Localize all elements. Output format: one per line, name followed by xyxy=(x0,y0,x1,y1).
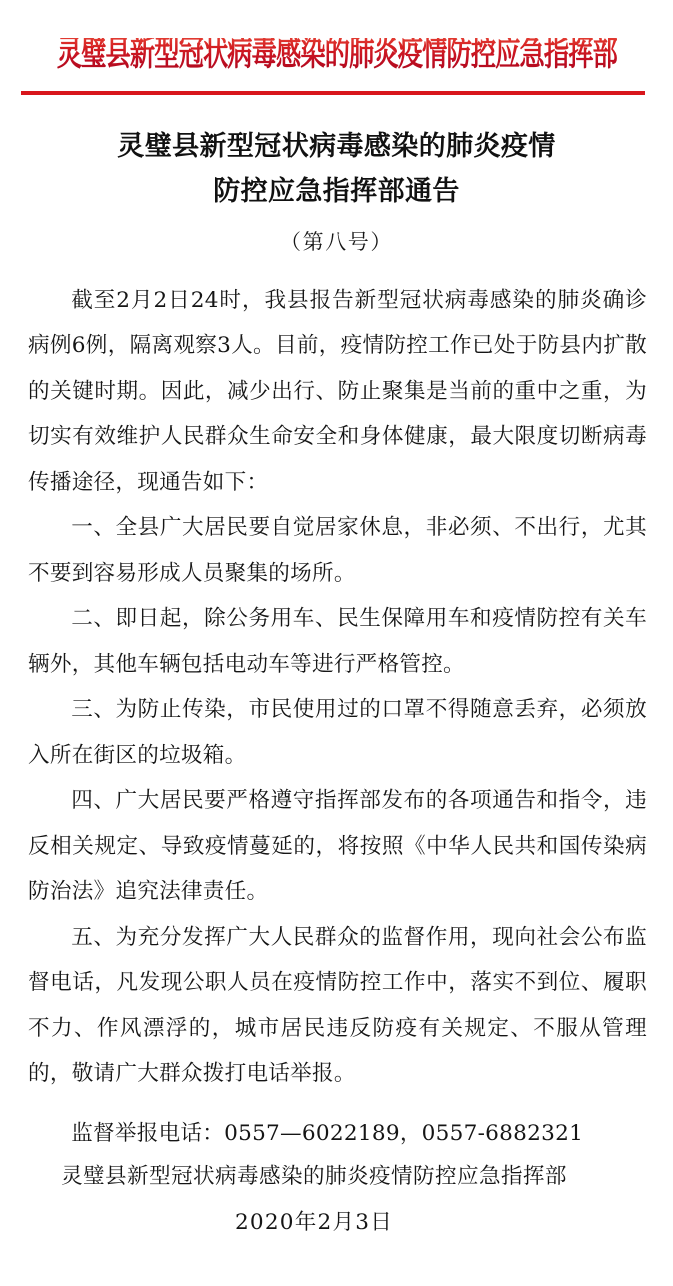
paragraph-item-4: 四、广大居民要严格遵守指挥部发布的各项通告和指令，违反相关规定、导致疫情蔓延的，将按照《中华人民共和国传染病防治法》追究法律责任。 xyxy=(28,788,647,904)
issue-date: 2020年2月3日 xyxy=(234,1210,393,1235)
issuing-organization: 灵璧县新型冠状病毒感染的肺炎疫情防控应急指挥部 xyxy=(61,1164,567,1189)
masthead-banner xyxy=(0,0,673,75)
paragraph-item-3: 三、为防止传染，市民使用过的口罩不得随意丢弃，必须放入所在街区的垃圾箱。 xyxy=(28,697,647,768)
paragraph-item-2: 二、即日起，除公务用车、民生保障用车和疫情防控有关车辆外，其他车辆包括电动车等进行严格管控。 xyxy=(28,606,647,677)
page-title-line-2: 防控应急指挥部通告 xyxy=(213,175,460,207)
page-title-line-1: 灵璧县新型冠状病毒感染的肺炎疫情 xyxy=(117,130,556,162)
report-hotline-text: 监督举报电话：0557—6022189，0557-6882321 xyxy=(71,1120,584,1146)
paragraph-item-1: 一、全县广大居民要自觉居家休息，非必须、不出行，尤其不要到容易形成人员聚集的场所。 xyxy=(28,515,647,586)
paragraph-item-5: 五、为充分发挥广大人民群众的监督作用，现向社会公布监督电话，凡发现公职人员在疫情防控工作中，落实不到位、履职不力、作风漂浮的，城市居民违反防疫有关规定、不服从管理的，敬请广大群众拨打电话举报。 xyxy=(28,924,647,1086)
paragraph-intro: 截至2月2日24时，我县报告新型冠状病毒感染的肺炎确诊病例6例，隔离观察3人。目前，疫情防控工作已处于防县内扩散的关键时期。因此，减少出行、防止聚集是当前的重中之重，为切实有效维护人民群众生命安全和身体健康，最大限度切断病毒传播途径，现通告如下： xyxy=(28,287,647,495)
notice-body xyxy=(28,278,647,1097)
page-title xyxy=(0,124,673,214)
document-number: （第八号） xyxy=(280,229,393,254)
masthead-title: 灵璧县新型冠状病毒感染的肺炎疫情防控应急指挥部 xyxy=(56,33,617,75)
signature-block xyxy=(0,1160,628,1238)
masthead-divider-rule xyxy=(21,91,645,95)
